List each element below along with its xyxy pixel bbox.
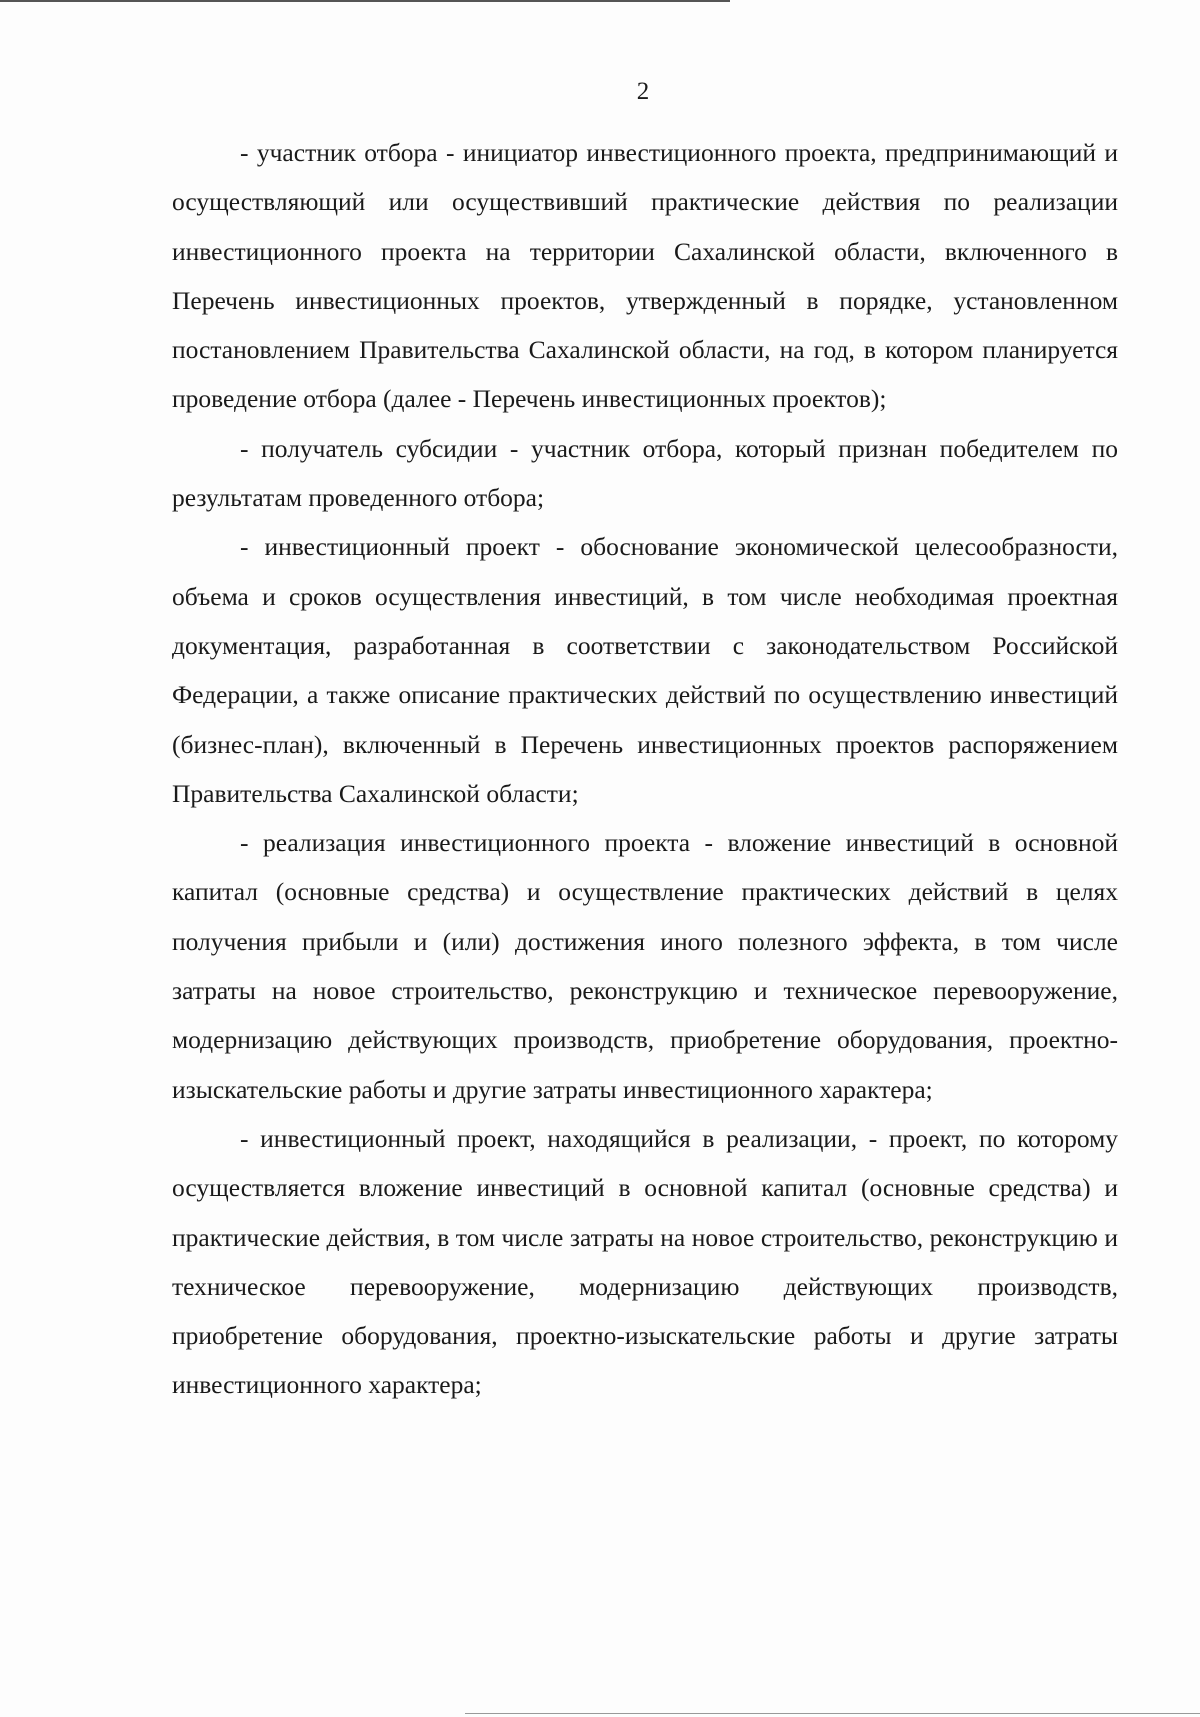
bottom-edge-line <box>465 1713 1200 1714</box>
page-number: 2 <box>636 78 650 105</box>
definition-participant: - участник отбора - инициатор инвестиционного проекта, предпринимающий и осуществляющий или осуществивший практические действия по реализации инвестиционного проекта на территории Сахалинской области, включенного в Перечень инвестиционных проектов, утвержденный в порядке, установленном постановлением Правительства Сахалинской области, на год, в котором планируется проведение отбора (далее - Перечень инвестиционных проектов); <box>172 138 1118 414</box>
top-edge-line <box>0 0 730 2</box>
definition-subsidy-recipient: - получатель субсидии - участник отбора, который признан победителем по результатам проведенного отбора; <box>172 433 1118 513</box>
definition-investment-project: - инвестиционный проект - обоснование экономической целесообразности, объема и сроков осуществления инвестиций, в том числе необходимая проектная документация, разработанная в соответствии с законодательством Российской Федерации, а также описание практических действий по осуществлению инвестиций (бизнес-план), включенный в Перечень инвестиционных проектов распоряжением Правительства Сахалинской области; <box>172 532 1118 808</box>
definition-project-implementation: - реализация инвестиционного проекта - вложение инвестиций в основной капитал (основные средства) и осуществление практических действий в целях получения прибыли и (или) достижения иного полезного эффекта, в том числе затраты на новое строительство, реконструкцию и техническое перевооружение, модернизацию действующих производств, приобретение оборудования, проектно-изыскательские работы и другие затраты инвестиционного характера; <box>172 828 1118 1104</box>
definition-project-in-progress: - инвестиционный проект, находящийся в реализации, - проект, по которому осуществляется вложение инвестиций в основной капитал (основные средства) и практические действия, в том числе затраты на новое строительство, реконструкцию и техническое перевооружение, модернизацию действующих производств, приобретение оборудования, проектно-изыскательские работы и другие затраты инвестиционного характера; <box>172 1123 1118 1400</box>
document-body <box>172 128 1118 1410</box>
